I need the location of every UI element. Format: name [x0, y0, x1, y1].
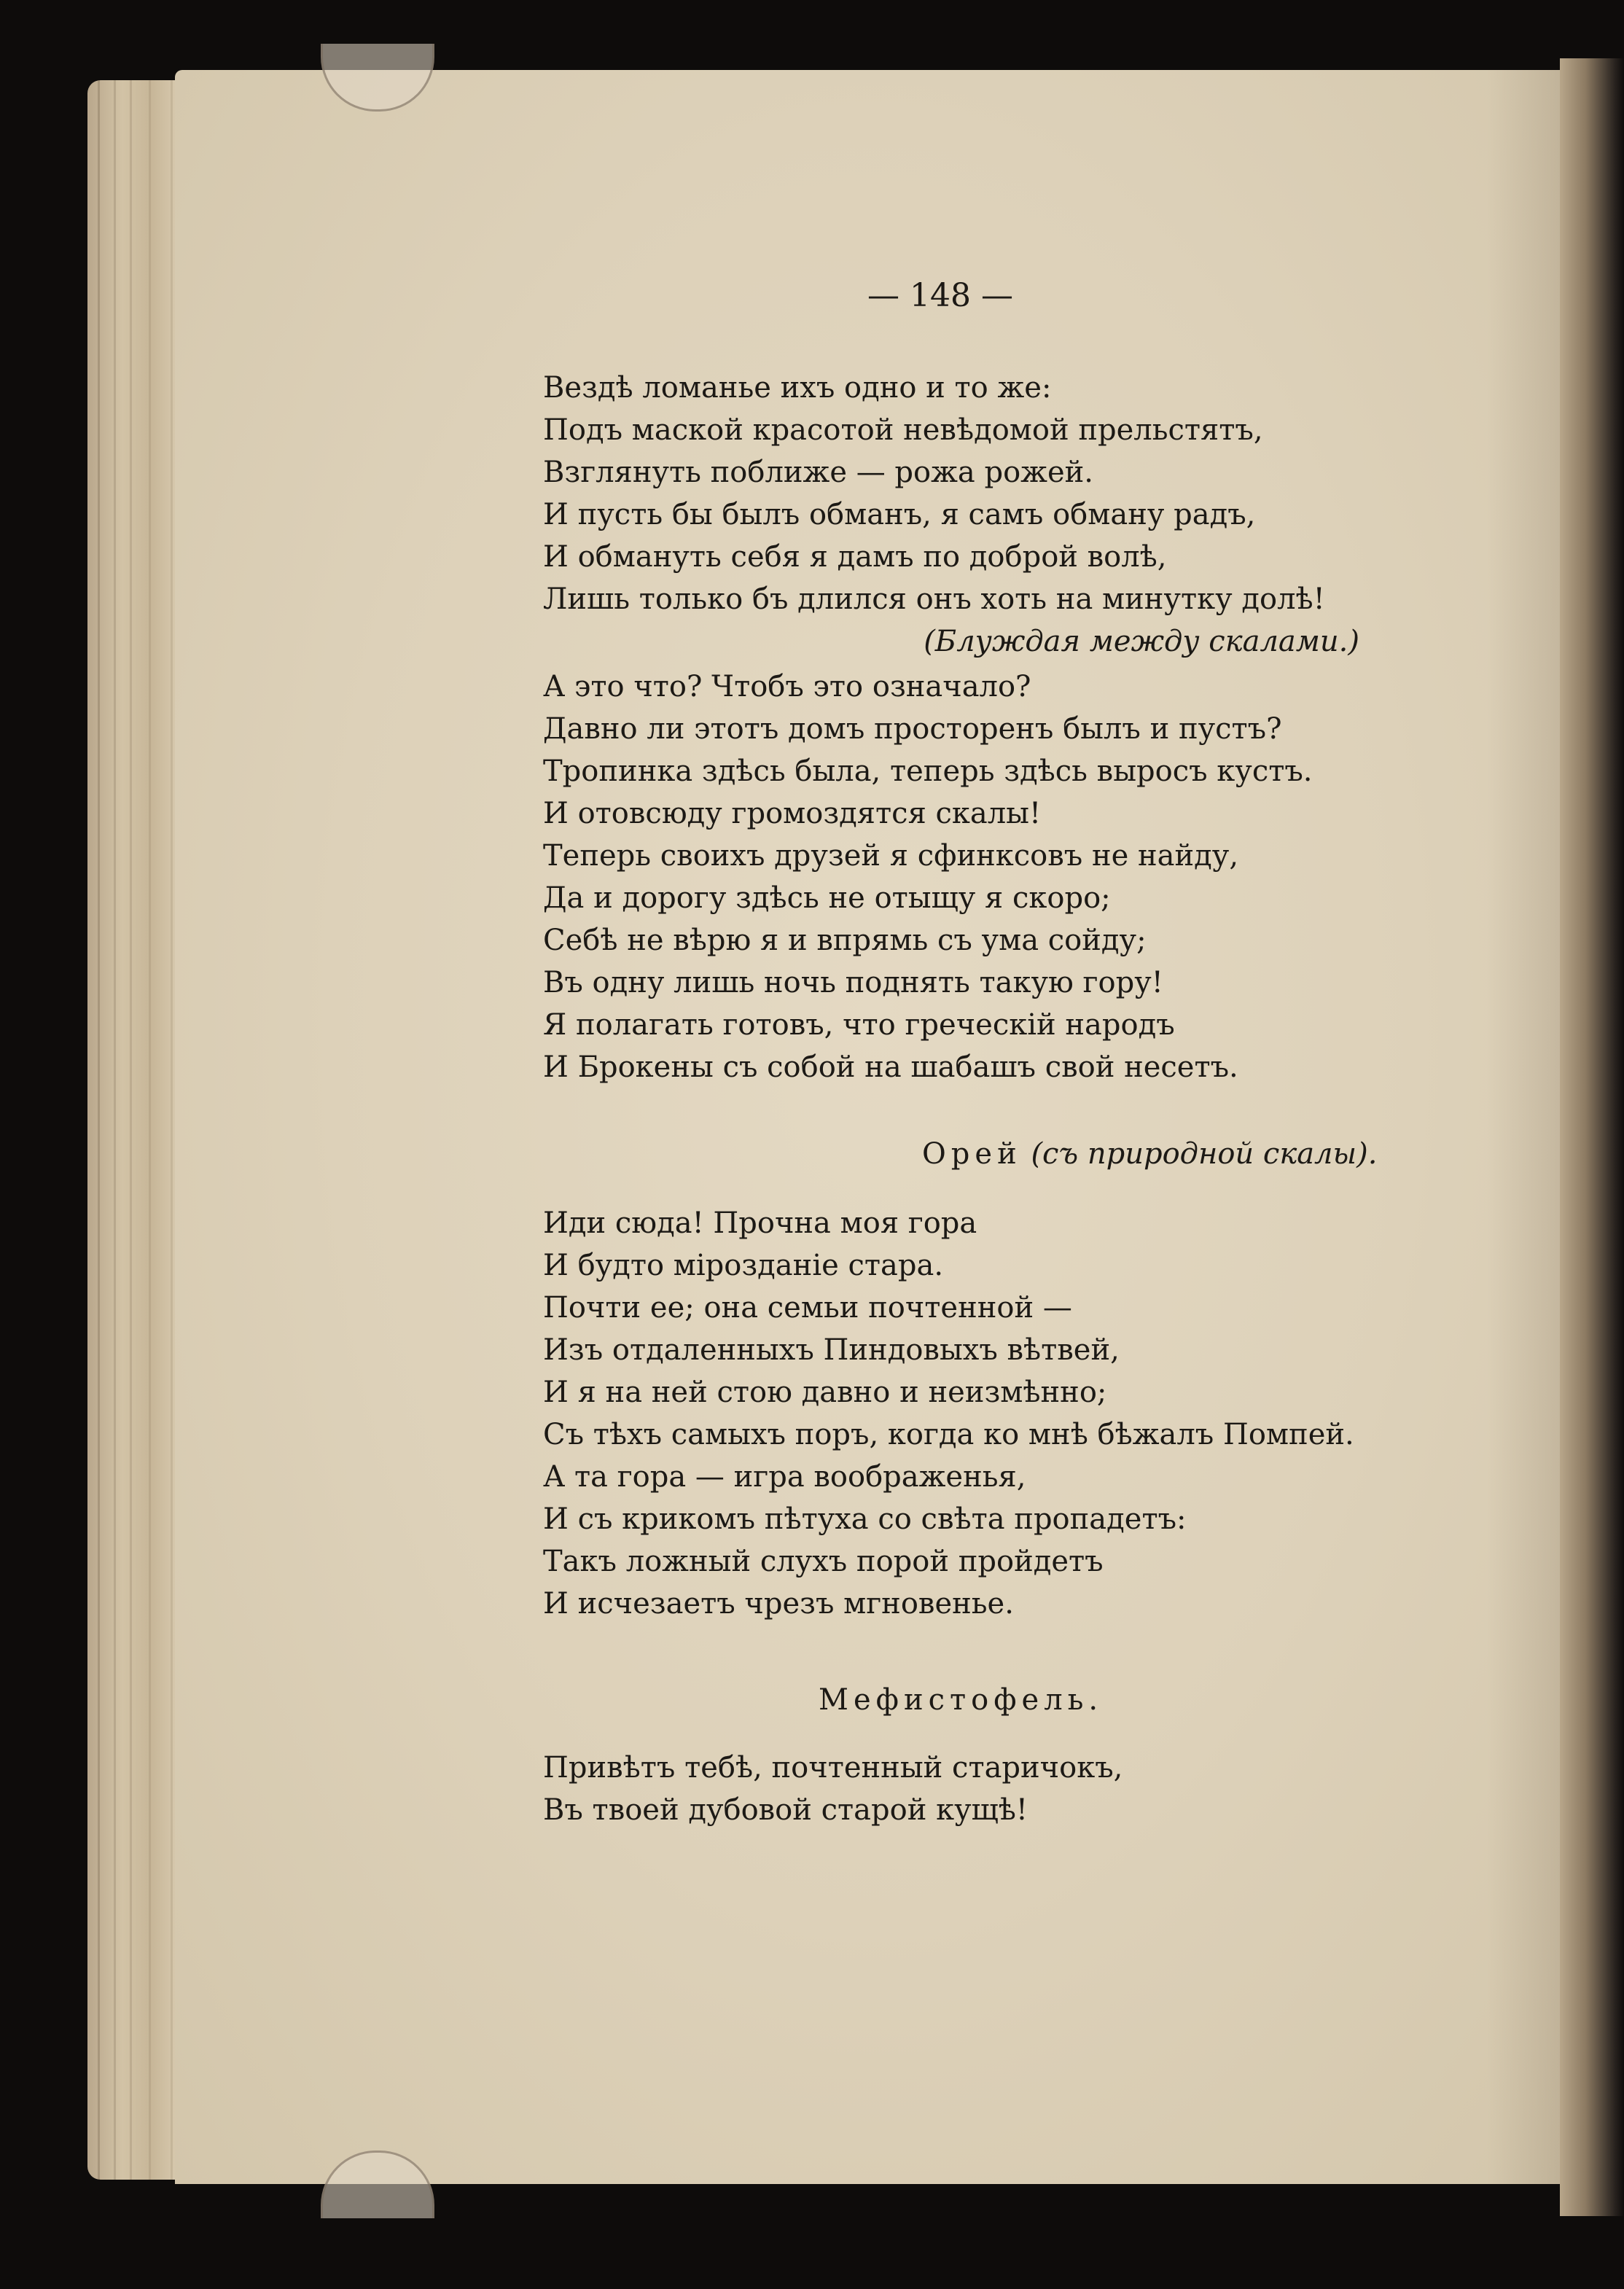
- verse-line: Изъ отдаленныхъ Пиндовыхъ вѣтвей,: [543, 1333, 1120, 1367]
- verse-line: И я на ней стою давно и неизмѣнно;: [543, 1376, 1107, 1409]
- stage-direction: (Блуждая между скалами.): [924, 625, 1359, 658]
- verse-line: Подъ маской красотой невѣдомой прельстятъ,: [543, 413, 1263, 447]
- verse-line: Такъ ложный слухъ порой пройдетъ: [543, 1545, 1104, 1578]
- speaker-heading: [922, 1139, 1377, 1169]
- verse-line: И съ крикомъ пѣтуха со свѣта пропадетъ:: [543, 1502, 1187, 1536]
- verse-line: Я полагать готовъ, что греческій народъ: [543, 1008, 1175, 1042]
- verse-line: Себѣ не вѣрю я и впрямь съ ума сойду;: [543, 924, 1147, 957]
- verse-line: Съ тѣхъ самыхъ поръ, когда ко мнѣ бѣжалъ Помпей.: [543, 1418, 1354, 1451]
- verse-line: Привѣтъ тебѣ, почтенный старичокъ,: [543, 1751, 1123, 1785]
- verse-line: И Брокены съ собой на шабашъ свой несетъ.: [543, 1050, 1238, 1084]
- book-spine: [1560, 58, 1624, 2216]
- verse-line: И обмануть себя я дамъ по доброй волѣ,: [543, 540, 1167, 574]
- verse-line: Тропинка здѣсь была, теперь здѣсь выросъ кустъ.: [543, 754, 1313, 788]
- verse-line: Въ одну лишь ночь поднять такую гору!: [543, 966, 1163, 999]
- verse-line: Иди сюда! Прочна моя гора: [543, 1206, 977, 1240]
- verse-line: Въ твоей дубовой старой кущѣ!: [543, 1793, 1028, 1827]
- speaker-aside: (съ природной скалы).: [1031, 1137, 1378, 1171]
- speaker-name: Орей: [922, 1137, 1022, 1171]
- verse-line: Взглянуть поближе — рожа рожей.: [543, 456, 1093, 489]
- page-number: — 148 —: [867, 277, 1013, 314]
- verse-line: Да и дорогу здѣсь не отыщу я скоро;: [543, 881, 1111, 915]
- verse-line: А та гора — игра воображенья,: [543, 1460, 1026, 1494]
- speaker-heading: Мефистофель.: [819, 1683, 1104, 1717]
- verse-line: И отовсюду громоздятся скалы!: [543, 797, 1042, 830]
- verse-line: Почти ее; она семьи почтенной —: [543, 1291, 1072, 1325]
- verse-line: Вездѣ ломанье ихъ одно и то же:: [543, 371, 1052, 405]
- verse-line: Давно ли этотъ домъ просторенъ былъ и пустъ?: [543, 712, 1282, 746]
- verse-line: Теперь своихъ друзей я сфинксовъ не найду,: [543, 839, 1239, 873]
- verse-line: И пусть бы былъ обманъ, я самъ обману радъ,: [543, 498, 1256, 531]
- verse-line: И исчезаетъ чрезъ мгновенье.: [543, 1587, 1014, 1621]
- verse-line: Лишь только бъ длился онъ хоть на минутку долѣ!: [543, 582, 1325, 616]
- verse-line: А это что? Чтобъ это означало?: [543, 670, 1031, 703]
- verse-line: И будто мірозданіе стара.: [543, 1249, 944, 1282]
